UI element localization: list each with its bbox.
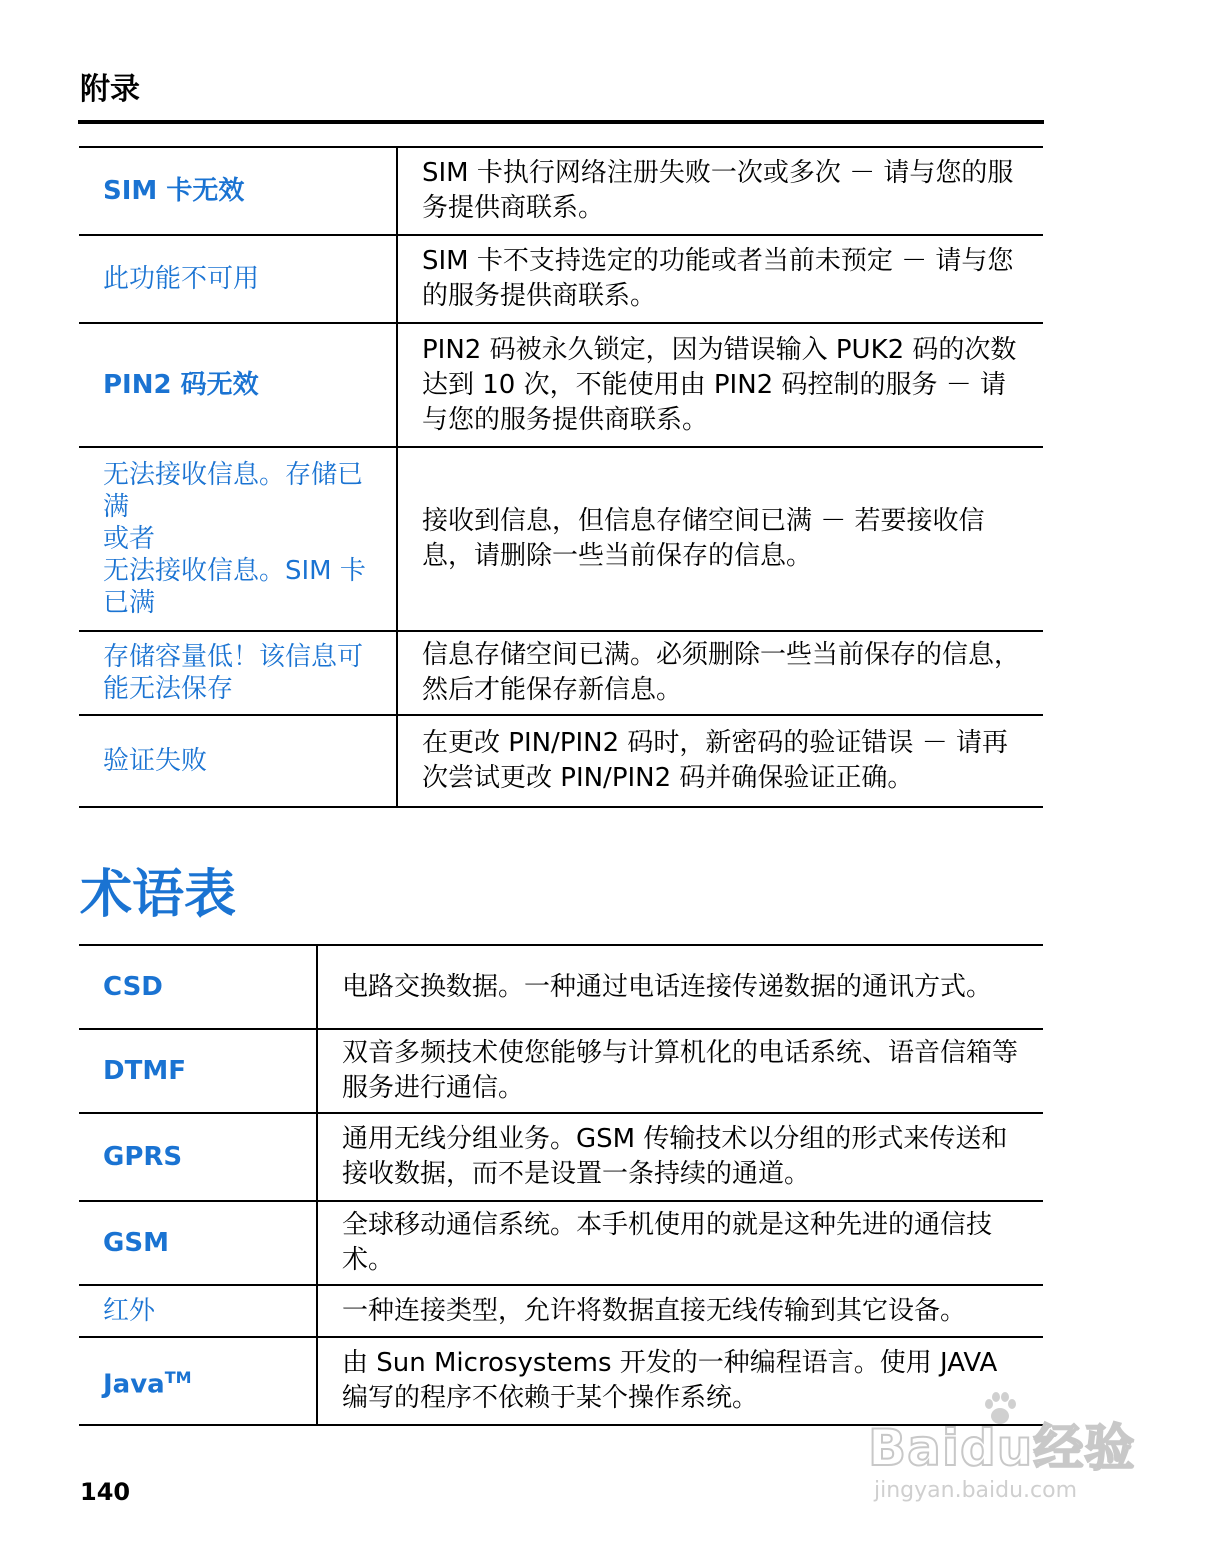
glossary-term — [79, 1337, 317, 1425]
glossary-table — [79, 944, 1043, 1426]
message-desc: SIM 卡不支持选定的功能或者当前未预定 － 请与您的服务提供商联系。 — [397, 235, 1043, 323]
glossary-desc: 双音多频技术使您能够与计算机化的电话系统、语音信箱等服务进行通信。 — [317, 1029, 1043, 1113]
glossary-desc: 全球移动通信系统。本手机使用的就是这种先进的通信技术。 — [317, 1201, 1043, 1285]
table-row — [79, 235, 1043, 323]
message-desc: SIM 卡执行网络注册失败一次或多次 － 请与您的服务提供商联系。 — [397, 147, 1043, 235]
table-row — [79, 945, 1043, 1029]
glossary-term: 红外 — [79, 1285, 317, 1337]
table-row — [79, 1285, 1043, 1337]
chapter-title: 附录 — [80, 72, 140, 107]
message-term-line: 无法接收信息。存储已满 — [103, 460, 364, 522]
table-row — [79, 147, 1043, 235]
glossary-term-text: Java — [103, 1369, 165, 1400]
glossary-desc: 电路交换数据。一种通过电话连接传递数据的通讯方式。 — [317, 945, 1043, 1029]
messages-table — [79, 146, 1043, 808]
trademark-sup: TM — [164, 1367, 192, 1387]
table-row — [79, 323, 1043, 447]
table-row — [79, 1201, 1043, 1285]
message-term — [79, 447, 397, 631]
glossary-desc: 一种连接类型，允许将数据直接无线传输到其它设备。 — [317, 1285, 1043, 1337]
message-term: PIN2 码无效 — [79, 323, 397, 447]
glossary-term: GSM — [79, 1201, 317, 1285]
message-term: 验证失败 — [79, 715, 397, 807]
table-row — [79, 715, 1043, 807]
glossary-desc: 由 Sun Microsystems 开发的一种编程语言。使用 JAVA 编写的程序不依赖于某个操作系统。 — [317, 1337, 1043, 1425]
glossary-heading: 术语表 — [80, 865, 237, 925]
message-desc: 信息存储空间已满。必须删除一些当前保存的信息，然后才能保存新信息。 — [397, 631, 1043, 715]
message-term: 此功能不可用 — [79, 235, 397, 323]
header-rule — [78, 120, 1044, 124]
message-desc: 在更改 PIN/PIN2 码时，新密码的验证错误 － 请再次尝试更改 PIN/PIN2 码并确保验证正确。 — [397, 715, 1043, 807]
message-term: SIM 卡无效 — [79, 147, 397, 235]
watermark-sub: jingyan.baidu.com — [874, 1478, 1078, 1503]
table-row — [79, 447, 1043, 631]
table-row — [79, 1113, 1043, 1201]
glossary-term: DTMF — [79, 1029, 317, 1113]
message-term-line: 无法接收信息。SIM 卡已满 — [103, 556, 366, 618]
message-term-line: 或者 — [103, 524, 156, 554]
glossary-desc: 通用无线分组业务。GSM 传输技术以分组的形式来传送和接收数据，而不是设置一条持续的通道。 — [317, 1113, 1043, 1201]
baidu-watermark — [868, 1388, 1158, 1520]
glossary-term: GPRS — [79, 1113, 317, 1201]
message-desc: PIN2 码被永久锁定，因为错误输入 PUK2 码的次数达到 10 次，不能使用由 PIN2 码控制的服务 － 请与您的服务提供商联系。 — [397, 323, 1043, 447]
message-term: 存储容量低！该信息可能无法保存 — [79, 631, 397, 715]
table-row — [79, 1029, 1043, 1113]
message-desc: 接收到信息，但信息存储空间已满 － 若要接收信息，请删除一些当前保存的信息。 — [397, 447, 1043, 631]
glossary-term: CSD — [79, 945, 317, 1029]
table-row — [79, 631, 1043, 715]
watermark-main: Baidu经验 — [868, 1419, 1136, 1477]
page-number: 140 — [80, 1478, 131, 1506]
